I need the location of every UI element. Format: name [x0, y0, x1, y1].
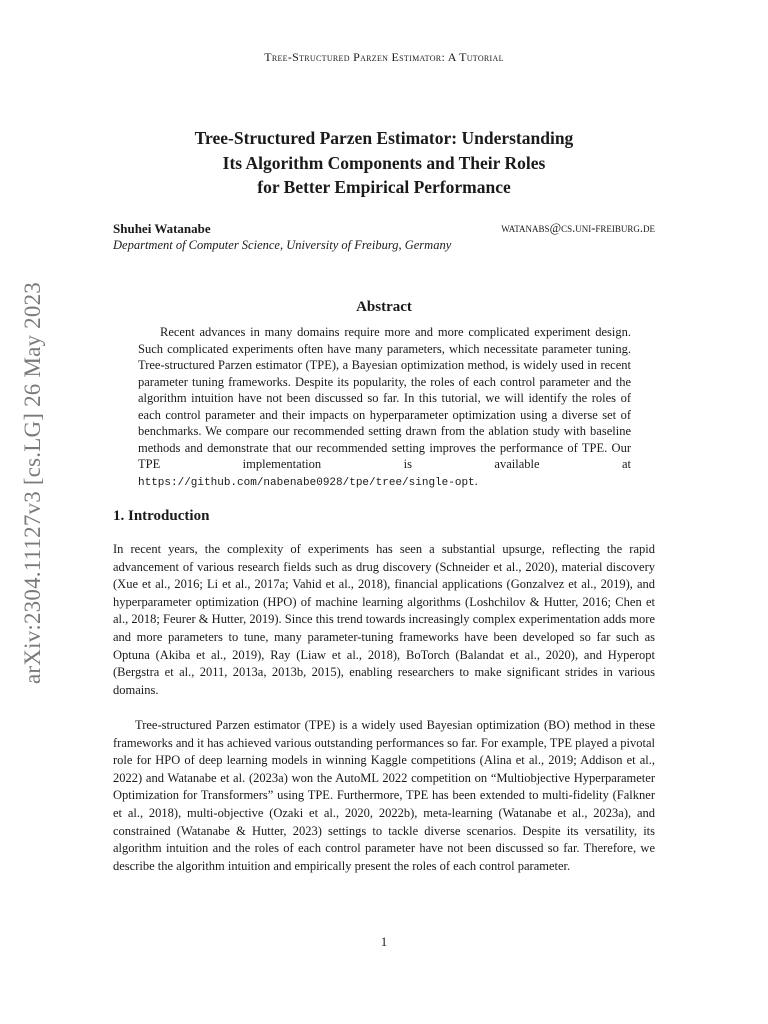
running-header: Tree-Structured Parzen Estimator: A Tutorial — [264, 50, 504, 64]
abstract-heading: Abstract — [356, 299, 412, 315]
introduction-paragraph-1: In recent years, the complexity of experiments has seen a substantial upsurge, reflecting the rapid advancement of various research fields such as drug discovery (Schneider et al., 2020), material discovery (Xue et al., 2016; Li et al., 2017a; Vahid et al., 2018), financial applications (Gonzalvez et al., 2019), and hyperparameter optimization (HPO) of machine learning algorithms (Loshchilov & Hutter, 2016; Chen et al., 2018; Feurer & Hutter, 2019). Since this trend towards increasingly complex experimentation adds more and more parameters to tune, many parameter-tuning frameworks have been developed so far such as Optuna (Akiba et al., 2019), Ray (Liaw et al., 2018), BoTorch (Balandat et al., 2020), and Hyperopt (Bergstra et al., 2011, 2013a, 2013b, 2015), enabling researchers to make significant strides in various domains. — [113, 542, 655, 697]
arxiv-identifier-stamp[interactable] — [20, 266, 46, 700]
implementation-url-link[interactable]: https://github.com/nabenabe0928/tpe/tree/single-opt — [138, 476, 475, 489]
page-number: 1 — [380, 935, 388, 949]
title-line-1: Tree-Structured Parzen Estimator: Understanding — [194, 128, 574, 148]
introduction-paragraph-2: Tree-structured Parzen estimator (TPE) is a widely used Bayesian optimization (BO) method in these frameworks and it has achieved various outstanding performances so far. For example, TPE played a pivotal role for HPO of deep learning models in winning Kaggle competitions (Alina et al., 2019; Addison et al., 2022) and Watanabe et al. (2023a) won the AutoML 2022 competition on “Multiobjective Hyperparameter Optimization for Transformers” using TPE. Furthermore, TPE has been extended to multi-fidelity (Falkner et al., 2018), multi-objective (Ozaki et al., 2020, 2022b), meta-learning (Watanabe et al., 2023a), and constrained (Watanabe & Hutter, 2023) settings to tackle diverse scenarios. Despite its versatility, its algorithm intuition and the roles of each control parameter have not been discussed so far. Therefore, we describe the algorithm intuition and empirically present the roles of each control parameter. — [113, 718, 655, 873]
author-affiliation: Department of Computer Science, University of Freiburg, Germany — [113, 238, 452, 252]
title-line-2: Its Algorithm Components and Their Roles — [222, 152, 546, 173]
title-line-3: for Better Empirical Performance — [257, 177, 511, 197]
abstract-text: Recent advances in many domains require more and more complicated experiment design. Such complicated experiments often have many parameters, which necessitate parameter tuning. Tree-structured Parzen estimator (TPE), a Bayesian optimization method, is widely used in recent parameter tuning frameworks. Despite its popularity, the roles of each control parameter and the algorithm intuition have not been discussed so far. In this tutorial, we will identify the roles of each control parameter and their impacts on hyperparameter optimization using a diverse set of benchmarks. We compare our recommended setting drawn from the ablation study with baseline methods and demonstrate that our recommended setting improves the performance of TPE. Our TPE implementation is available at — [138, 325, 631, 471]
author-line — [113, 221, 655, 237]
abstract-tail: . — [474, 473, 478, 488]
paper-title — [90, 126, 678, 200]
abstract-body — [138, 324, 631, 491]
arxiv-identifier-text: arXiv:2304.11127v3 [cs.LG] 26 May 2023 — [20, 282, 45, 684]
author-email-link[interactable]: watanabs@cs.uni-freiburg.de — [501, 221, 655, 235]
section-heading-introduction: 1. Introduction — [113, 508, 210, 524]
author-name: Shuhei Watanabe — [113, 221, 211, 236]
